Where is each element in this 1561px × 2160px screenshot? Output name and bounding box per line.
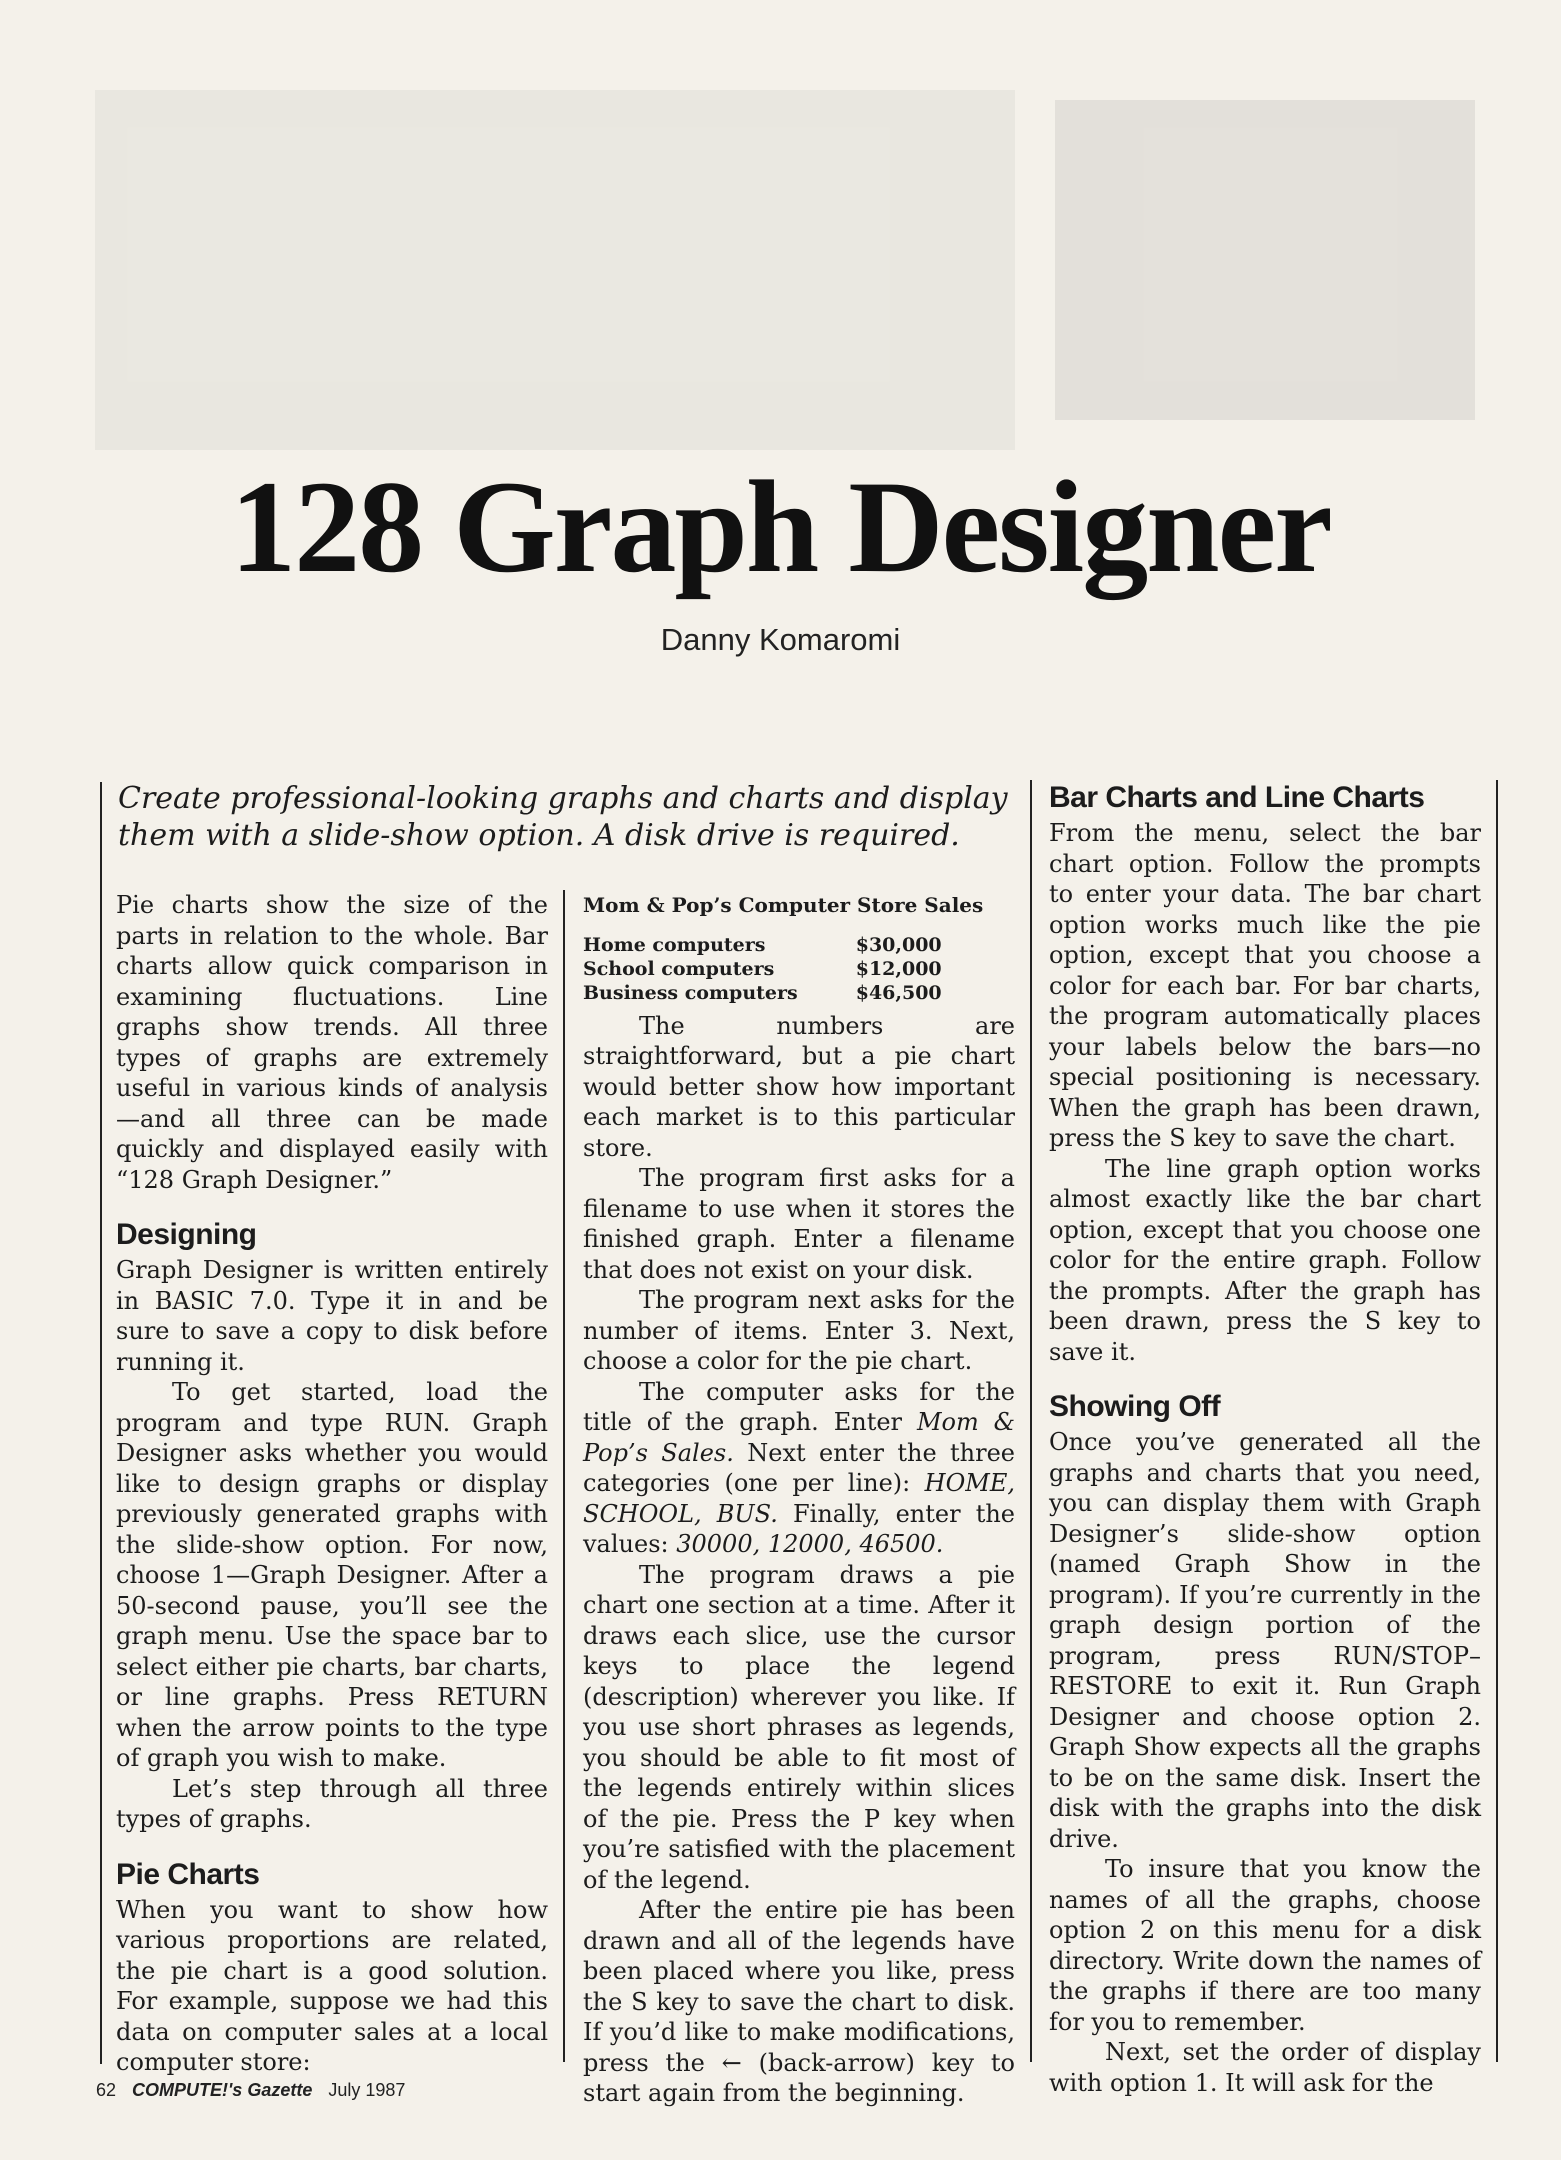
table-cell-value: $46,500: [855, 981, 942, 1004]
paragraph-title-entry: The computer asks for the title of the graph. Enter Mom & Pop’s Sales. Next enter the three categories (one per line): HOME, SCHOOL, BUS. Finally, enter the values: 30000, 12000, 46500.: [583, 1377, 1016, 1558]
paragraph: Let’s step through all three types of graphs.: [116, 1774, 548, 1833]
column-1: [116, 890, 548, 2078]
table-cell-label: School computers: [583, 957, 775, 980]
paragraph: Pie charts show the size of the parts in relation to the whole. Bar charts allow quick comparison in examining fluctuations. Line graphs show trends. All three types of graphs are extremely useful in various kinds of analysis—and all three can be made quickly and displayed easily with “128 Graph Designer.”: [116, 891, 548, 1194]
article-title: 128 Graph Designer: [230, 453, 1331, 600]
paragraph: Graph Designer is written entirely in BASIC 7.0. Type it in and be sure to save a copy to disk before running it.: [116, 1256, 548, 1376]
author-byline: Danny Komaromi: [660, 622, 901, 657]
paragraph: To get started, load the program and type RUN. Graph Designer asks whether you would like to design graphs or display previously generated graphs with the slide-show option. For now, choose 1—Graph Designer. After a 50-second pause, you’ll see the graph menu. Use the space bar to select either pie charts, bar charts, or line graphs. Press RETURN when the arrow points to the type of graph you wish to make.: [116, 1378, 548, 1772]
column-rule-right: [1030, 780, 1032, 2062]
paragraph: Next, set the order of display with option 1. It will ask for the: [1049, 2038, 1481, 2097]
section-heading-pie-charts: Pie Charts: [116, 1857, 260, 1891]
publication-name: COMPUTE!'s Gazette: [132, 2080, 313, 2100]
paragraph: The program first asks for a filename to use when it stores the finished graph. Enter a filename that does not exist on your disk.: [583, 1164, 1015, 1284]
faded-background-image: [1055, 100, 1475, 420]
table-row: [583, 957, 942, 981]
column-rule-middle: [563, 890, 565, 2062]
table-cell-value: $30,000: [855, 933, 942, 956]
paragraph: The program draws a pie chart one section at a time. After it draws each slice, use the cursor keys to place the legend (description) wherever you like. If you use short phrases as legends, you should be able to fit most of the legends entirely within slices of the pie. Press the P key when you’re satisfied with the placement of the legend.: [583, 1560, 1015, 1894]
section-heading-designing: Designing: [116, 1218, 257, 1251]
paragraph: The program next asks for the number of items. Enter 3. Next, choose a color for the pie chart.: [583, 1286, 1015, 1375]
paragraph: After the entire pie has been drawn and all of the legends have been placed where you like, press the S key to save the chart to disk. If you’d like to make modifications, press the ← (back-arrow) key to start again from the beginning.: [583, 1896, 1015, 2107]
column-3: [1049, 780, 1481, 2098]
issue-date: July 1987: [328, 2080, 406, 2100]
table-cell-value: $12,000: [855, 957, 942, 980]
paragraph: To insure that you know the names of all the graphs, choose option 2 on this menu for a disk directory. Write down the names of the graphs if there are too many for you to remember.: [1049, 1855, 1481, 2036]
paragraph: From the menu, select the bar chart option. Follow the prompts to enter your data. The bar chart option works much like the pie option, except that you choose a color for each bar. For bar charts, the program automatically places your labels below the bars—no special positioning is necessary. When the graph has been drawn, press the S key to save the chart.: [1049, 819, 1481, 1152]
section-heading-showing-off: Showing Off: [1049, 1390, 1221, 1423]
paragraph: Once you’ve generated all the graphs and charts that you need, you can display them with Graph Designer’s slide-show option (named Graph Show in the program). If you’re currently in the graph design portion of the program, press RUN/STOP–RESTORE to exit it. Run Graph Designer and choose option 2. Graph Show expects all the graphs to be on the same disk. Insert the disk with the graphs into the disk drive.: [1049, 1428, 1481, 1853]
sales-table: [583, 933, 942, 1005]
column-rule-left: [100, 782, 102, 2064]
sales-table-title: Mom & Pop’s Computer Store Sales: [583, 893, 984, 917]
table-cell-label: Business computers: [583, 981, 798, 1004]
column-rule-far-right: [1496, 780, 1498, 2062]
section-heading-bar-line-charts: Bar Charts and Line Charts: [1049, 781, 1425, 814]
table-cell-label: Home computers: [583, 933, 766, 956]
table-row: [583, 981, 942, 1005]
table-row: [583, 933, 942, 957]
page-footer: [96, 2080, 405, 2101]
faded-background-print: [95, 90, 1015, 450]
paragraph: The numbers are straightforward, but a pie chart would better show how important each market is to this particular store.: [583, 1011, 1015, 1162]
paragraph: When you want to show how various proportions are related, the pie chart is a good solution. For example, suppose we had this data on computer sales at a local computer store:: [116, 1895, 548, 2076]
column-2: [583, 890, 1015, 2109]
page-number: 62: [96, 2080, 117, 2100]
paragraph: The line graph option works almost exactly like the bar chart option, except that you choose one color for the entire graph. Follow the prompts. After the graph has been drawn, press the S key to save it.: [1049, 1154, 1481, 1366]
intro-deck: Create professional-looking graphs and charts and display them with a slide-show option. A disk drive is required.: [118, 781, 1008, 853]
